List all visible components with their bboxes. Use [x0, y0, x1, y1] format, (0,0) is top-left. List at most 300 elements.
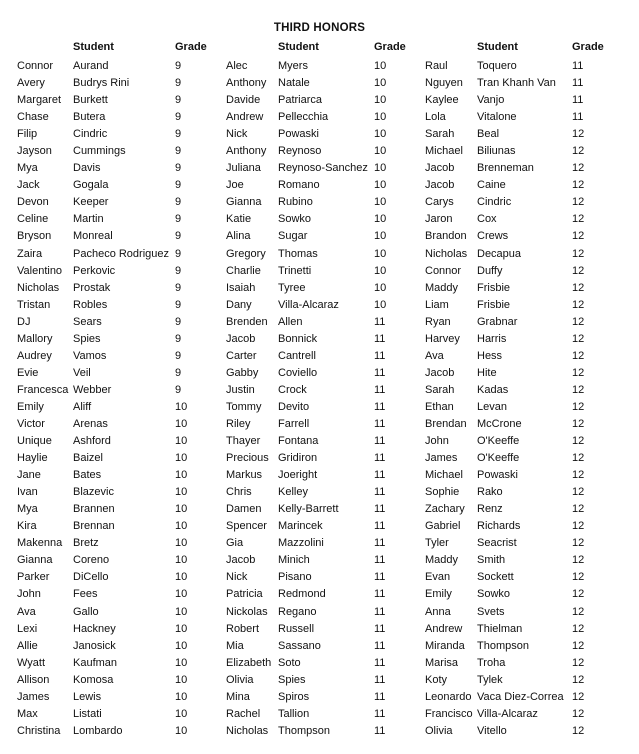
student-first-name: Katie	[226, 213, 252, 226]
student-grade: 9	[175, 111, 182, 124]
student-last-name: Cox	[477, 213, 497, 226]
student-last-name: Marincek	[278, 520, 323, 533]
student-last-name: Richards	[477, 520, 521, 533]
student-grade: 12	[572, 230, 585, 243]
student-grade: 12	[572, 145, 585, 158]
student-grade: 10	[175, 605, 188, 618]
student-grade: 11	[374, 332, 386, 345]
student-last-name: Hite	[477, 366, 497, 379]
student-grade: 10	[175, 622, 188, 635]
student-grade: 11	[374, 400, 386, 413]
student-first-name: Connor	[17, 60, 54, 72]
student-grade: 12	[572, 281, 585, 294]
student-last-name: Brenneman	[477, 162, 534, 175]
student-grade: 12	[572, 417, 585, 430]
student-last-name: Hess	[477, 349, 503, 362]
student-first-name: Francesca	[17, 383, 69, 396]
student-last-name: Decapua	[477, 247, 522, 260]
student-first-name: Olivia	[425, 724, 453, 737]
student-last-name: Davis	[73, 162, 101, 175]
student-last-name: Sowko	[477, 588, 511, 601]
student-grade: 11	[374, 673, 386, 686]
student-grade: 12	[572, 162, 585, 175]
student-first-name: Dany	[226, 298, 252, 311]
student-first-name: Charlie	[226, 264, 261, 277]
student-grade: 9	[175, 315, 182, 328]
student-first-name: Brandon	[425, 230, 467, 243]
student-last-name: Cummings	[73, 145, 126, 158]
student-first-name: Davide	[226, 94, 261, 107]
student-grade: 10	[374, 281, 387, 294]
student-last-name: Trinetti	[278, 264, 312, 277]
student-last-name: Levan	[477, 400, 507, 413]
student-first-name: Sophie	[425, 486, 460, 499]
student-last-name: Duffy	[477, 264, 503, 277]
student-first-name: Ava	[17, 605, 36, 618]
student-first-name: Mia	[226, 639, 244, 652]
student-last-name: Gridiron	[278, 452, 318, 465]
student-grade: 12	[572, 605, 585, 618]
student-first-name: Chase	[17, 111, 49, 124]
student-last-name: Devito	[278, 400, 310, 413]
student-first-name: Nicholas	[425, 247, 468, 260]
student-grade: 11	[374, 571, 386, 584]
student-last-name: Robles	[73, 298, 108, 311]
student-last-name: Cantrell	[278, 349, 316, 362]
student-first-name: Olivia	[226, 673, 254, 686]
student-first-name: Audrey	[17, 349, 52, 362]
student-last-name: Vitello	[477, 724, 507, 737]
student-header: Student	[278, 41, 319, 53]
student-first-name: Maddy	[425, 554, 459, 567]
student-grade: 12	[572, 639, 585, 652]
student-last-name: Brennan	[73, 520, 115, 533]
student-grade: 10	[374, 162, 387, 175]
student-grade: 9	[175, 213, 182, 226]
student-last-name: Allen	[278, 315, 303, 328]
student-first-name: Marisa	[425, 656, 459, 669]
student-first-name: Anthony	[226, 77, 267, 90]
student-grade: 12	[572, 298, 585, 311]
student-grade: 9	[175, 145, 182, 158]
student-first-name: Raul	[425, 60, 448, 72]
student-first-name: Isaiah	[226, 281, 256, 294]
student-first-name: Leonardo	[425, 690, 472, 703]
student-last-name: Beal	[477, 128, 500, 141]
student-last-name: Russell	[278, 622, 315, 635]
student-grade: 10	[175, 486, 188, 499]
student-grade: 12	[572, 486, 585, 499]
student-grade: 12	[572, 332, 585, 345]
student-last-name: Kelley	[278, 486, 308, 499]
student-last-name: Myers	[278, 60, 308, 72]
student-first-name: Lexi	[17, 622, 38, 635]
student-last-name: Frisbie	[477, 298, 511, 311]
grade-header: Grade	[175, 41, 207, 53]
student-last-name: Gogala	[73, 179, 109, 192]
student-first-name: John	[425, 435, 449, 448]
student-last-name: Soto	[278, 656, 301, 669]
student-grade: 12	[572, 554, 585, 567]
student-first-name: Anthony	[226, 145, 267, 158]
student-first-name: Tyler	[425, 537, 449, 550]
student-grade: 9	[175, 162, 182, 175]
student-grade: 10	[374, 77, 387, 90]
student-first-name: Justin	[226, 383, 255, 396]
student-grade: 12	[572, 349, 585, 362]
student-first-name: Emily	[17, 400, 44, 413]
student-grade: 10	[374, 247, 387, 260]
student-grade: 9	[175, 60, 182, 72]
student-first-name: Zachary	[425, 503, 465, 516]
student-grade: 10	[374, 230, 387, 243]
student-last-name: Powaski	[477, 469, 518, 482]
student-grade: 12	[572, 690, 585, 703]
student-grade: 12	[572, 503, 585, 516]
student-first-name: Harvey	[425, 332, 460, 345]
student-first-name: Chris	[226, 486, 252, 499]
student-last-name: Budrys Rini	[73, 77, 130, 90]
student-last-name: Crock	[278, 383, 307, 396]
student-last-name: Regano	[278, 605, 317, 618]
student-first-name: Joe	[226, 179, 244, 192]
student-last-name: Caine	[477, 179, 506, 192]
student-last-name: Cindric	[73, 128, 108, 141]
student-last-name: Butera	[73, 111, 106, 124]
student-grade: 11	[374, 656, 386, 669]
student-last-name: Thielman	[477, 622, 523, 635]
student-first-name: Mya	[17, 503, 38, 516]
student-first-name: John	[17, 588, 41, 601]
student-grade: 10	[374, 179, 387, 192]
student-grade: 11	[374, 469, 386, 482]
grade-header: Grade	[374, 41, 406, 53]
student-last-name: Villa-Alcaraz	[278, 298, 339, 311]
student-grade: 12	[572, 520, 585, 533]
student-first-name: Evie	[17, 366, 39, 379]
student-first-name: Connor	[425, 264, 462, 277]
student-grade: 11	[374, 486, 386, 499]
student-grade: 9	[175, 247, 182, 260]
student-grade: 12	[572, 452, 585, 465]
student-first-name: Unique	[17, 435, 52, 448]
student-first-name: Markus	[226, 469, 263, 482]
student-grade: 12	[572, 537, 585, 550]
student-last-name: Perkovic	[73, 264, 116, 277]
student-first-name: Haylie	[17, 452, 48, 465]
student-grade: 12	[572, 400, 585, 413]
student-first-name: Victor	[17, 417, 45, 430]
student-first-name: Elizabeth	[226, 656, 272, 669]
student-first-name: Nicholas	[17, 281, 60, 294]
student-first-name: Tommy	[226, 400, 262, 413]
student-grade: 9	[175, 196, 182, 209]
student-first-name: Michael	[425, 145, 463, 158]
student-grade: 12	[572, 196, 585, 209]
student-grade: 10	[175, 503, 188, 516]
student-grade: 9	[175, 128, 182, 141]
student-grade: 10	[175, 656, 188, 669]
student-last-name: Renz	[477, 503, 503, 516]
student-last-name: Coreno	[73, 554, 110, 567]
student-last-name: Gallo	[73, 605, 99, 618]
student-last-name: Mazzolini	[278, 537, 324, 550]
student-grade: 10	[374, 298, 387, 311]
student-last-name: Monreal	[73, 230, 113, 243]
student-first-name: Sarah	[425, 128, 455, 141]
student-grade: 10	[175, 673, 188, 686]
student-first-name: Gianna	[17, 554, 53, 567]
student-last-name: Frisbie	[477, 281, 511, 294]
student-grade: 10	[374, 213, 387, 226]
student-last-name: Villa-Alcaraz	[477, 707, 538, 720]
student-last-name: Hackney	[73, 622, 116, 635]
student-first-name: Nguyen	[425, 77, 463, 90]
student-grade: 10	[374, 94, 387, 107]
student-first-name: Francisco	[425, 707, 473, 720]
student-first-name: Michael	[425, 469, 463, 482]
student-last-name: Ashford	[73, 435, 111, 448]
student-first-name: Koty	[425, 673, 448, 686]
student-first-name: Margaret	[17, 94, 62, 107]
student-grade: 10	[175, 690, 188, 703]
student-grade: 12	[572, 469, 585, 482]
student-first-name: Sarah	[425, 383, 455, 396]
student-grade: 9	[175, 94, 182, 107]
student-first-name: Anna	[425, 605, 451, 618]
student-first-name: James	[425, 452, 458, 465]
student-last-name: Tallion	[278, 707, 310, 720]
student-last-name: Bonnick	[278, 332, 318, 345]
student-first-name: Tristan	[17, 298, 51, 311]
student-first-name: Ryan	[425, 315, 451, 328]
student-grade: 12	[572, 366, 585, 379]
student-last-name: Joeright	[278, 469, 318, 482]
student-last-name: Thompson	[278, 724, 330, 737]
student-grade: 10	[175, 537, 188, 550]
student-last-name: Harris	[477, 332, 507, 345]
student-last-name: Kadas	[477, 383, 509, 396]
student-first-name: Andrew	[425, 622, 463, 635]
student-grade: 9	[175, 298, 182, 311]
student-first-name: Juliana	[226, 162, 261, 175]
grade-header: Grade	[572, 41, 604, 53]
student-last-name: McCrone	[477, 417, 522, 430]
student-last-name: Prostak	[73, 281, 111, 294]
student-last-name: Lombardo	[73, 724, 123, 737]
student-grade: 12	[572, 673, 585, 686]
student-last-name: Seacrist	[477, 537, 517, 550]
student-last-name: Vitalone	[477, 111, 517, 124]
student-first-name: Gabriel	[425, 520, 461, 533]
student-first-name: Jayson	[17, 145, 52, 158]
student-first-name: Nickolas	[226, 605, 268, 618]
student-grade: 11	[374, 366, 386, 379]
student-grade: 10	[374, 128, 387, 141]
student-first-name: Andrew	[226, 111, 264, 124]
student-grade: 9	[175, 230, 182, 243]
student-grade: 12	[572, 707, 585, 720]
student-first-name: Zaira	[17, 247, 43, 260]
student-last-name: Sassano	[278, 639, 321, 652]
student-first-name: Ivan	[17, 486, 38, 499]
student-grade: 11	[572, 60, 584, 72]
student-first-name: Bryson	[17, 230, 52, 243]
student-last-name: Spies	[278, 673, 306, 686]
student-first-name: Filip	[17, 128, 38, 141]
student-last-name: Minich	[278, 554, 310, 567]
student-first-name: Avery	[17, 77, 45, 90]
student-first-name: Jacob	[226, 554, 256, 567]
student-grade: 12	[572, 724, 585, 737]
student-first-name: Jacob	[425, 162, 455, 175]
student-grade: 9	[175, 264, 182, 277]
student-first-name: Makenna	[17, 537, 63, 550]
student-last-name: Spies	[73, 332, 101, 345]
student-grade: 12	[572, 588, 585, 601]
student-last-name: Fees	[73, 588, 98, 601]
student-first-name: Liam	[425, 298, 449, 311]
student-first-name: Jane	[17, 469, 41, 482]
student-first-name: Jacob	[425, 366, 455, 379]
student-first-name: Thayer	[226, 435, 261, 448]
student-grade: 10	[175, 435, 188, 448]
student-last-name: Smith	[477, 554, 506, 567]
student-last-name: Reynoso-Sanchez	[278, 162, 368, 175]
student-grade: 9	[175, 332, 182, 345]
student-header: Student	[477, 41, 518, 53]
student-grade: 11	[374, 690, 386, 703]
student-first-name: Emily	[425, 588, 452, 601]
student-grade: 10	[175, 571, 188, 584]
student-last-name: Janosick	[73, 639, 116, 652]
student-grade: 12	[572, 179, 585, 192]
student-grade: 12	[572, 435, 585, 448]
page-title: THIRD HONORS	[273, 22, 366, 34]
student-last-name: Tran Khanh Van	[477, 77, 556, 90]
student-first-name: Gabby	[226, 366, 259, 379]
student-last-name: Grabnar	[477, 315, 518, 328]
student-last-name: Romano	[278, 179, 320, 192]
student-last-name: Blazevic	[73, 486, 114, 499]
student-last-name: Kelly-Barrett	[278, 503, 339, 516]
student-grade: 10	[175, 452, 188, 465]
student-grade: 10	[175, 724, 188, 737]
student-grade: 12	[572, 622, 585, 635]
student-grade: 12	[572, 383, 585, 396]
student-last-name: Vanjo	[477, 94, 505, 107]
student-grade: 10	[374, 60, 387, 72]
student-grade: 11	[374, 707, 386, 720]
student-grade: 11	[374, 315, 386, 328]
student-last-name: O'Keeffe	[477, 452, 520, 465]
student-last-name: Sears	[73, 315, 102, 328]
student-grade: 10	[374, 264, 387, 277]
student-grade: 10	[374, 196, 387, 209]
student-first-name: James	[17, 690, 50, 703]
student-grade: 11	[374, 724, 386, 737]
student-grade: 9	[175, 366, 182, 379]
student-grade: 10	[175, 554, 188, 567]
student-grade: 10	[374, 145, 387, 158]
student-last-name: Sowko	[278, 213, 312, 226]
student-first-name: Gregory	[226, 247, 266, 260]
student-grade: 9	[175, 281, 182, 294]
student-grade: 11	[572, 111, 584, 124]
student-last-name: Pisano	[278, 571, 312, 584]
student-last-name: Patriarca	[278, 94, 323, 107]
student-last-name: Fontana	[278, 435, 319, 448]
student-header: Student	[73, 41, 114, 53]
student-first-name: Mallory	[17, 332, 53, 345]
student-grade: 11	[374, 435, 386, 448]
student-first-name: Nick	[226, 571, 248, 584]
student-last-name: Lewis	[73, 690, 102, 703]
student-first-name: Celine	[17, 213, 49, 226]
student-grade: 10	[175, 520, 188, 533]
student-last-name: Natale	[278, 77, 310, 90]
student-last-name: Pellecchia	[278, 111, 329, 124]
student-grade: 10	[175, 639, 188, 652]
student-grade: 9	[175, 349, 182, 362]
student-last-name: Brannen	[73, 503, 115, 516]
student-grade: 12	[572, 128, 585, 141]
student-first-name: Ethan	[425, 400, 454, 413]
student-last-name: Biliunas	[477, 145, 516, 158]
student-first-name: Lola	[425, 111, 446, 124]
student-last-name: Thompson	[477, 639, 529, 652]
student-last-name: Burkett	[73, 94, 108, 107]
student-first-name: Parker	[17, 571, 50, 584]
student-last-name: Listati	[73, 707, 102, 720]
student-first-name: Gianna	[226, 196, 262, 209]
student-first-name: Carys	[425, 196, 454, 209]
student-first-name: Mya	[17, 162, 38, 175]
student-last-name: Sugar	[278, 230, 308, 243]
student-grade: 11	[374, 639, 386, 652]
student-first-name: DJ	[17, 315, 31, 328]
student-last-name: Komosa	[73, 673, 114, 686]
student-first-name: Miranda	[425, 639, 465, 652]
student-grade: 11	[374, 383, 386, 396]
student-last-name: Redmond	[278, 588, 326, 601]
student-first-name: Mina	[226, 690, 250, 703]
student-grade: 11	[572, 77, 584, 90]
student-last-name: Rako	[477, 486, 503, 499]
student-first-name: Alec	[226, 60, 248, 72]
student-grade: 11	[374, 605, 386, 618]
student-first-name: Robert	[226, 622, 260, 635]
student-first-name: Brenden	[226, 315, 268, 328]
student-last-name: Powaski	[278, 128, 319, 141]
student-first-name: Spencer	[226, 520, 267, 533]
student-last-name: Aurand	[73, 60, 109, 72]
student-first-name: Nick	[226, 128, 248, 141]
student-grade: 11	[374, 503, 386, 516]
student-last-name: Keeper	[73, 196, 109, 209]
student-first-name: Jaron	[425, 213, 453, 226]
student-first-name: Christina	[17, 724, 61, 737]
student-first-name: Riley	[226, 417, 251, 430]
student-first-name: Nicholas	[226, 724, 269, 737]
student-last-name: Tylek	[477, 673, 503, 686]
student-last-name: Crews	[477, 230, 509, 243]
student-grade: 11	[374, 452, 386, 465]
student-last-name: Thomas	[278, 247, 318, 260]
student-last-name: Sockett	[477, 571, 514, 584]
student-first-name: Kira	[17, 520, 37, 533]
student-grade: 12	[572, 315, 585, 328]
